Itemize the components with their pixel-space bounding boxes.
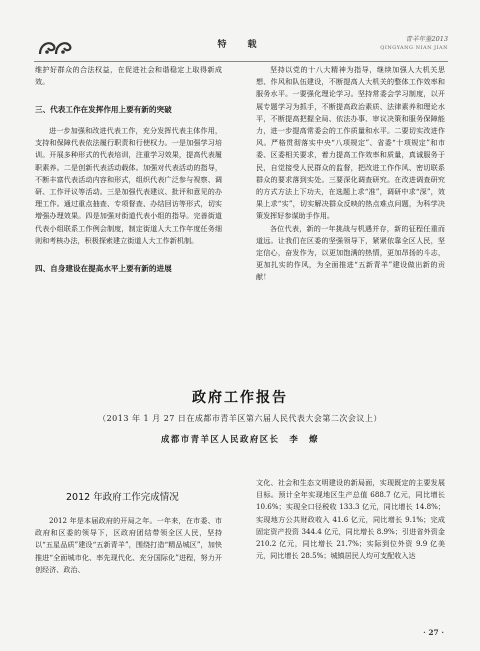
- section-title: 特 载: [217, 40, 263, 50]
- paragraph-2012-summary: 2012 年是本届政府的开局之年。一年来，在市委、市政府和区委的领导下，区政府团结带领全区人民，坚持以“五星品质”建设“五新青羊”，围绕打造“精品城区”，加快推进“全面城市化、率先现代化、充分国际化”进程，努力开创经济、政治、: [35, 516, 222, 574]
- header-divider: [34, 61, 448, 62]
- report-meta: （2013 年 1 月 27 日在成都市青羊区第六届人民代表大会第二次会议上）: [98, 414, 382, 423]
- subsection-title: 2012 年政府工作完成情况: [66, 492, 179, 503]
- page-number: · 27 ·: [423, 628, 444, 637]
- report-title: 政府工作报告: [192, 390, 288, 406]
- left-column-bottom: [35, 515, 222, 576]
- right-column-top: [256, 64, 445, 284]
- magazine-header: [380, 34, 448, 51]
- magazine-pinyin: QINGYANG NIAN JIAN: [380, 45, 448, 51]
- section-heading-4: 四、自身建设在提高水平上要有新的进展: [35, 263, 172, 273]
- paragraph-economic-indicators: 文化、社会和生态文明建设的新局面，实现既定的主要发展目标。预计全年实现地区生产总值 688.7 亿元，同比增长 10.6%；实现全口径税收 133.3 亿元，同比增长 14.8%；实现地方公共财政收入 41.6 亿元，同比增长 9.1%；完成固定资产投资 344.4 亿元，同比增长 8.9%；引进省外资金 210.2 亿元，同比增长 21.7%；实际到位外资 9.9 亿美元，同比增长 28.5%；城镇居民人均可支配收入达: [256, 478, 445, 561]
- report-author: 成都市青羊区人民政府区长 李 燎: [161, 434, 319, 444]
- intro-paragraph: 维护好群众的合法权益，在促进社会和谐稳定上取得新成效。: [35, 65, 222, 87]
- magazine-name: 青羊年鉴2013: [405, 35, 448, 43]
- paragraph-section-3: 进一步加强和改进代表工作，充分发挥代表主体作用，支持和保障代表依法履行职责和行使权力。一是加强学习培训。开展多种形式的代表培训，注重学习效果，提高代表履职素养。二是创新代表活动载体。加强对代表活动的指导，不断丰富代表活动内容和形式，组织代表广泛参与视察、调研、工作评议等活动。三是加强代表建议、批评和意见的办理工作。通过重点抽查、专项督查、办结回访等形式，切实增强办理效果。四是加强对街道代表小组的指导。完善街道代表小组联系工作例会制度，制定街道人大工作年度任务细则和考核办法，积极探索建立街道人大工作新机制。: [35, 125, 222, 245]
- left-column-top: [35, 64, 222, 283]
- paragraph-closing: 各位代表，新的一年挑战与机遇并存，新的征程任重而道远。让我们在区委的坚强领导下，紧紧依靠全区人民，坚定信心，奋发作为，以更加饱满的热情，更加昂扬的斗志，更加扎实的作风，为全面推进“五新青羊”建设做出新的贡献！: [256, 223, 445, 282]
- paragraph-self-building: 坚持以党的十八大精神为指导，继续加强人大机关思想、作风和队伍建设，不断提高人大机关的整体工作效率和服务水平。一要强化理论学习。坚持常委会学习制度，以开展专题学习为抓手，不断提高政治素质、法律素养和理论水平，不断提高把握全局、依法办事、审议决策和服务保障能力，进一步提高常委会的工作质量和水平。二要切实改进作风。严格贯彻落实中央“八项规定”、省委“十项规定”和市委、区委相关要求，着力提高工作效率和质量，真诚服务于民，自觉接受人民群众的监督，把改进工作作风、密切联系群众的要求落到实处。三要深化调查研究。在改进调查研究的方式方法上下功夫，在选题上求“准”，调研中求“深”，效果上求“实”，切实解决群众反映的热点难点问题，为科学决策发挥好参谋助手作用。: [256, 65, 445, 221]
- right-column-bottom: [256, 477, 445, 562]
- section-heading-3: 三、代表工作在发挥作用上要有新的突破: [35, 105, 172, 115]
